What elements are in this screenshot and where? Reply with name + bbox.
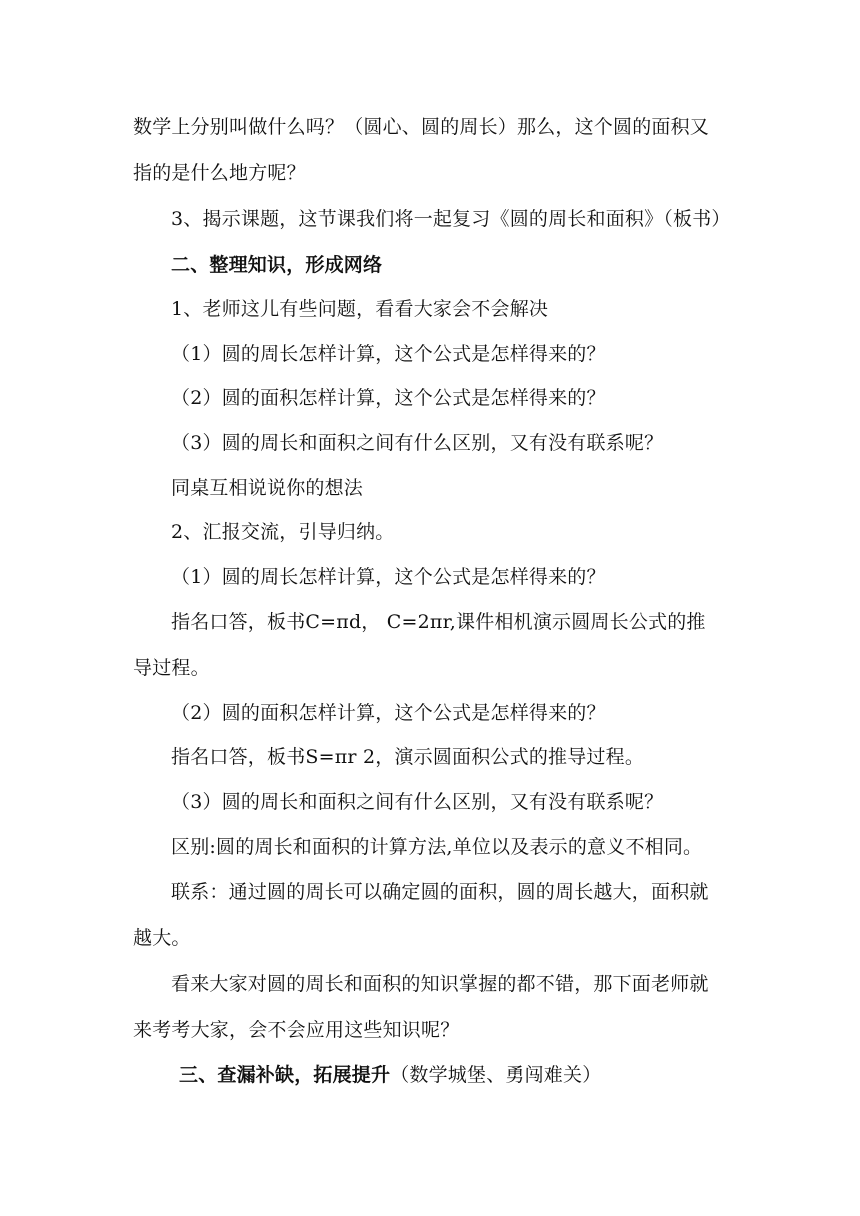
question-line: （1）圆的周长怎样计算，这个公式是怎样得来的？ — [171, 566, 606, 588]
section-3-heading-line — [179, 1062, 601, 1088]
paragraph-line: 来考考大家，会不会应用这些知识呢？ — [133, 1019, 460, 1041]
question-line: （2）圆的面积怎样计算，这个公式是怎样得来的？ — [171, 387, 606, 409]
question-line: （2）圆的面积怎样计算，这个公式是怎样得来的？ — [171, 702, 606, 724]
paragraph-line: 区别:圆的周长和面积的计算方法,单位以及表示的意义不相同。 — [171, 836, 703, 858]
question-line: （1）圆的周长怎样计算，这个公式是怎样得来的？ — [171, 343, 606, 365]
paragraph-line: 联系：通过圆的周长可以确定圆的面积，圆的周长越大，面积就 — [171, 881, 709, 903]
paragraph-line: 指名口答，板书S=πr 2，演示圆面积公式的推导过程。 — [171, 746, 645, 768]
paragraph-line: 越大。 — [133, 927, 191, 949]
question-line: （3）圆的周长和面积之间有什么区别，又有没有联系呢？ — [171, 432, 664, 454]
paragraph-line: 导过程。 — [133, 657, 210, 679]
paragraph-line: 1、老师这儿有些问题，看看大家会不会解决 — [171, 298, 549, 320]
paragraph-line: 同桌互相说说你的想法 — [171, 477, 364, 499]
paragraph-line: 3、揭示课题，这节课我们将一起复习《圆的周长和面积》（板书） — [171, 208, 731, 230]
paragraph-line: 指名口答，板书C=πd， C=2πr,课件相机演示圆周长公式的推 — [171, 611, 706, 633]
paragraph-line: 看来大家对圆的周长和面积的知识掌握的都不错，那下面老师就 — [171, 973, 709, 995]
section-note: （数学城堡、勇闯难关） — [390, 1064, 602, 1086]
paragraph-line: 指的是什么地方呢？ — [133, 162, 306, 184]
section-heading: 二、整理知识，形成网络 — [171, 254, 383, 276]
paragraph-line: 数学上分别叫做什么吗？（圆心、圆的周长）那么，这个圆的面积又 — [133, 116, 710, 138]
question-line: （3）圆的周长和面积之间有什么区别，又有没有联系呢？ — [171, 791, 664, 813]
section-heading: 三、查漏补缺，拓展提升 — [179, 1064, 391, 1086]
paragraph-line: 2、汇报交流，引导归纳。 — [171, 521, 395, 543]
